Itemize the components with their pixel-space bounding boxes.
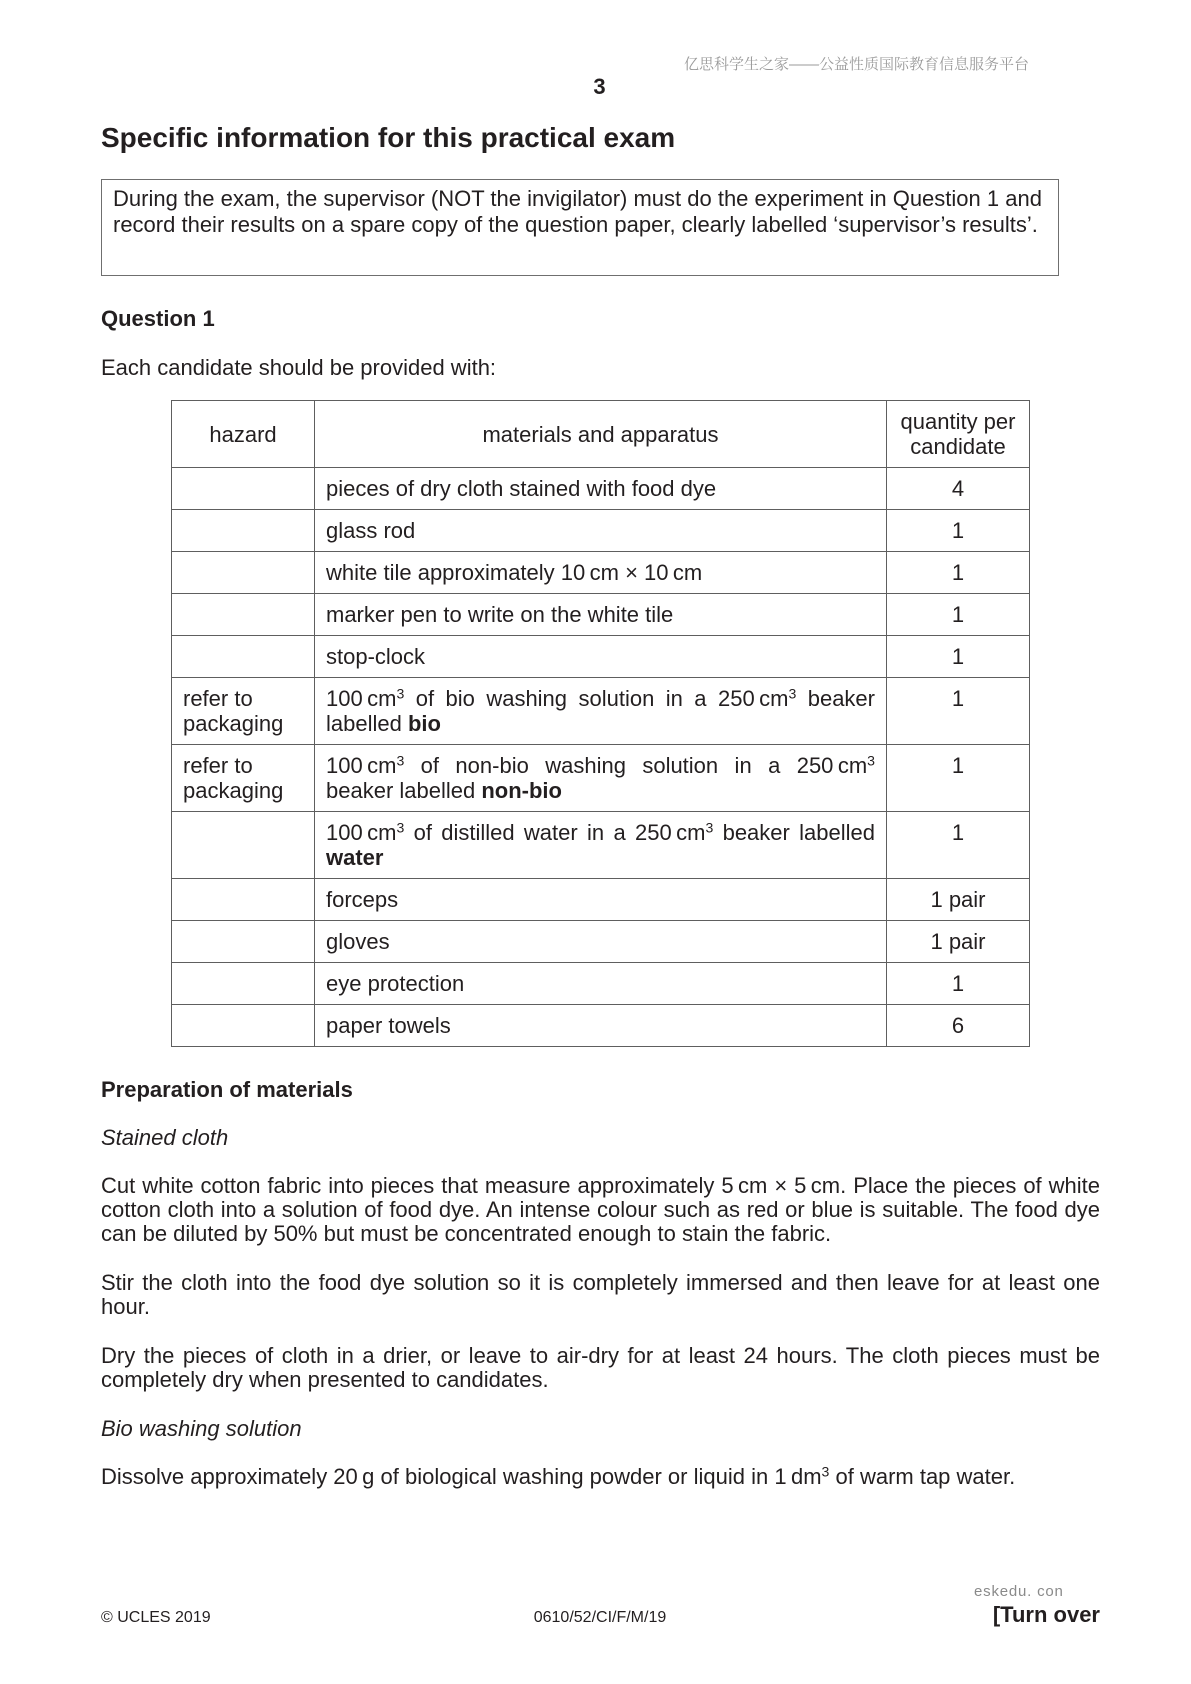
text-segment: of distilled water in a 250 cm [404,820,706,845]
text-segment: 100 cm [326,686,397,711]
quantity-cell: 1 [887,552,1030,594]
hazard-cell [172,1005,315,1047]
material-cell [315,678,887,745]
text-segment: white tile approximately 10 cm × 10 cm [326,560,703,585]
text-segment: beaker labelled [713,820,875,845]
stained-cloth-subheading: Stained cloth [101,1125,229,1150]
bold-text: water [326,845,384,870]
quantity-cell: 1 [887,963,1030,1005]
table-row [172,510,1030,552]
hazard-cell [172,594,315,636]
quantity-cell: 1 [887,636,1030,678]
table-row [172,552,1030,594]
text-segment: of bio washing solution in a 250 cm [404,686,789,711]
text-segment: marker pen to write on the white tile [326,602,674,627]
quantity-cell: 1 pair [887,921,1030,963]
stained-cloth-paragraph-1: Cut white cotton fabric into pieces that measure approximately 5 cm × 5 cm. Place the pieces of white cotton cloth into a solution of food dye. An intense colour such as red or blue is suitable. The food dye can be diluted by 50% but must be concentrated enough to stain the fabric. [101,1173,1100,1246]
hazard-cell: refer to packaging [172,678,315,745]
quantity-cell: 4 [887,468,1030,510]
hazard-cell [172,636,315,678]
supervisor-notice-box [101,179,1059,276]
material-cell [315,963,887,1005]
table-row [172,812,1030,879]
superscript: 3 [788,685,797,702]
text-segment: 100 cm [326,753,397,778]
table-row [172,636,1030,678]
watermark-bottom: eskedu. con [974,1583,1064,1600]
quantity-cell: 1 [887,510,1030,552]
quantity-cell: 1 [887,594,1030,636]
text-segment: gloves [326,929,390,954]
text-segment: pieces of dry cloth stained with food dye [326,476,717,501]
column-header-quantity: quantity per candidate [887,401,1030,468]
column-header-materials: materials and apparatus [315,401,887,468]
superscript: 3 [396,685,405,702]
text-segment: beaker labelled [326,686,875,736]
text-segment: of non-bio washing solution in a 250 cm [404,753,868,778]
quantity-cell: 1 [887,678,1030,745]
hazard-cell [172,510,315,552]
material-cell [315,745,887,812]
materials-table-body [172,468,1030,1047]
table-row [172,921,1030,963]
supervisor-notice-text: During the exam, the supervisor (NOT the invigilator) must do the experiment in Question 1 and record their results on a spare copy of the question paper, clearly labelled ‘supervisor’s results’. [113,186,1042,237]
page-number: 3 [593,74,606,99]
text-segment: beaker labelled [326,778,482,803]
text-segment: Dissolve approximately 20 g of biological washing powder or liquid in 1 dm [101,1464,822,1489]
question-intro: Each candidate should be provided with: [101,355,497,380]
column-header-hazard: hazard [172,401,315,468]
material-cell [315,921,887,963]
hazard-cell [172,552,315,594]
superscript: 3 [821,1463,830,1480]
materials-table [171,400,1030,1047]
text-segment: 100 cm [326,820,397,845]
text-segment: glass rod [326,518,416,543]
table-header-row [172,401,1030,468]
material-cell [315,1005,887,1047]
hazard-cell [172,812,315,879]
preparation-heading: Preparation of materials [101,1077,353,1102]
page-title: Specific information for this practical exam [101,122,676,153]
bold-text: non-bio [481,778,562,803]
bold-text: bio [407,711,441,736]
table-row [172,1005,1030,1047]
table-row [172,678,1030,745]
superscript: 3 [705,819,714,836]
paper-code: 0610/52/CI/F/M/19 [533,1609,667,1626]
copyright-notice: © UCLES 2019 [101,1609,211,1626]
question-heading: Question 1 [101,306,215,331]
table-row [172,963,1030,1005]
quantity-cell: 1 pair [887,879,1030,921]
text-segment: eye protection [326,971,465,996]
quantity-cell: 1 [887,812,1030,879]
material-cell [315,812,887,879]
superscript: 3 [396,819,405,836]
text-segment: forceps [326,887,399,912]
watermark-top: 亿思科学生之家——公益性质国际教育信息服务平台 [684,56,1030,73]
turn-over-label: [Turn over [992,1602,1100,1627]
stained-cloth-paragraph-2: Stir the cloth into the food dye solution so it is completely immersed and then leave for at least one hour. [101,1270,1100,1319]
table-row [172,594,1030,636]
bio-washing-paragraph [101,1465,1100,1489]
material-cell [315,510,887,552]
superscript: 3 [396,752,405,769]
text-segment: paper towels [326,1013,451,1038]
hazard-cell [172,963,315,1005]
hazard-cell [172,921,315,963]
stained-cloth-paragraph-3: Dry the pieces of cloth in a drier, or leave to air-dry for at least 24 hours. The cloth pieces must be completely dry when presented to candidates. [101,1343,1100,1392]
hazard-cell [172,879,315,921]
material-cell [315,468,887,510]
text-segment: of warm tap water. [829,1464,1016,1489]
text-segment: stop-clock [326,644,426,669]
hazard-cell [172,468,315,510]
material-cell [315,636,887,678]
hazard-cell: refer to packaging [172,745,315,812]
table-row [172,745,1030,812]
quantity-cell: 1 [887,745,1030,812]
superscript: 3 [867,752,875,769]
material-cell [315,594,887,636]
material-cell [315,552,887,594]
bio-washing-subheading: Bio washing solution [101,1416,302,1441]
table-row [172,468,1030,510]
table-row [172,879,1030,921]
quantity-cell: 6 [887,1005,1030,1047]
material-cell [315,879,887,921]
